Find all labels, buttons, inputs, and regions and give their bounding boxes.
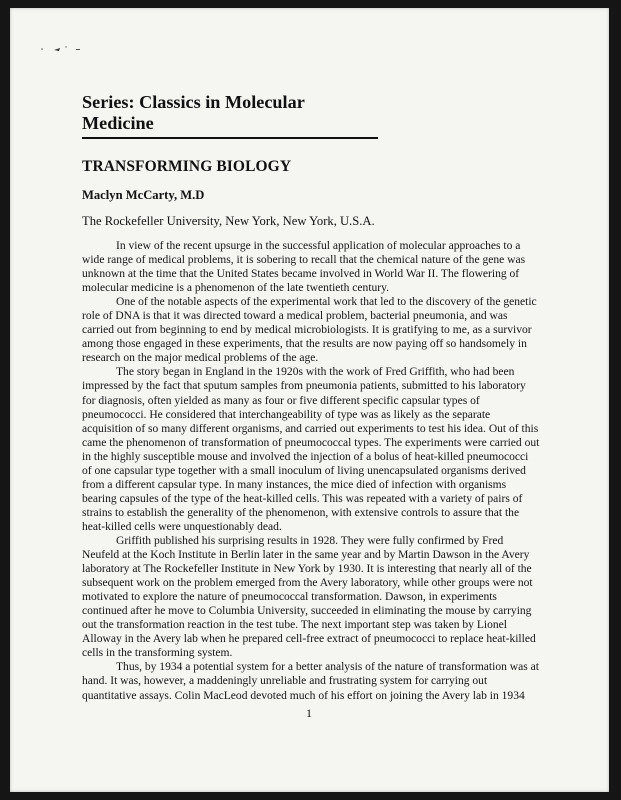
article-title: TRANSFORMING BIOLOGY	[82, 158, 292, 175]
document-page	[10, 8, 609, 792]
body-paragraph: Thus, by 1934 a potential system for a better analysis of the nature of transformation was at hand. It was, however, a maddeningly unreliable and frustrating system for carrying out quantitative assays. Colin MacLeod devoted much of his effort on joining the Avery lab in 1934	[82, 661, 539, 702]
body-paragraph: The story began in England in the 1920s with the work of Fred Griffith, who had been impressed by the fact that sputum samples from pneumonia patients, submitted to his laboratory for diagnosis, often yielded as many as four or five different specific capsular types of pneumococci. He considered that interchangeability of type was as likely as the separate acquisition of so many different organisms, and carried out experiments to test his idea. Out of this came the phenomenon of transformation of pneumococcal types. The experiments were carried out in the highly susceptible mouse and involved the injection of a bolus of heat-killed pneumococci of one capsular type together with a small inoculum of living unencapsulated organisms derived from a different capsular type. In many instances, the mice died of infection with organisms bearing capsules of the type of the heat-killed cells. This was repeated with a variety of pairs of strains to establish the generality of the phenomenon, with extensive controls to assure that the heat-killed cells were unquestionably dead.	[82, 366, 540, 533]
author-name: Maclyn McCarty, M.D	[82, 188, 205, 202]
paper-specks	[40, 42, 110, 54]
page-number: 1	[306, 706, 312, 720]
author-affiliation: The Rockefeller University, New York, New York, U.S.A.	[82, 214, 375, 228]
body-paragraph: Griffith published his surprising results in 1928. They were fully confirmed by Fred Neufeld at the Koch Institute in Berlin later in the same year and by Martin Dawson in the Avery laboratory at The Rockefeller Institute in New York by 1930. It is interesting that nearly all of the subsequent work on the problem emerged from the Avery laboratory, while other groups were not motivated to explore the nature of pneumococcal transformation. Dawson, in experiments continued after he move to Columbia University, succeeded in eliminating the mouse by carrying out the transformation reaction in the test tube. The next important step was taken by Lionel Alloway in the Avery lab when he prepared cell-free extract of pneumococci to replace heat-killed cells in the transforming system.	[82, 534, 536, 660]
series-heading: Series: Classics in Molecular Medicine	[82, 92, 378, 139]
body-paragraph: In view of the recent upsurge in the successful application of molecular approaches to a wide range of medical problems, it is sobering to recall that the chemical nature of the gene was unknown at the time that the United States became involved in World War II. The flowering of molecular medicine is a phenomenon of the late twentieth century.	[82, 240, 526, 295]
body-paragraph: One of the notable aspects of the experimental work that led to the discovery of the genetic role of DNA is that it was directed toward a medical problem, bacterial pneumonia, and was carried out from beginning to end by medical microbiologists. It is gratifying to me, as a survivor among those engaged in these experiments, that the results are now paying off so handsomely in research on the major medical problems of the age.	[82, 296, 537, 365]
article-body	[82, 239, 540, 703]
